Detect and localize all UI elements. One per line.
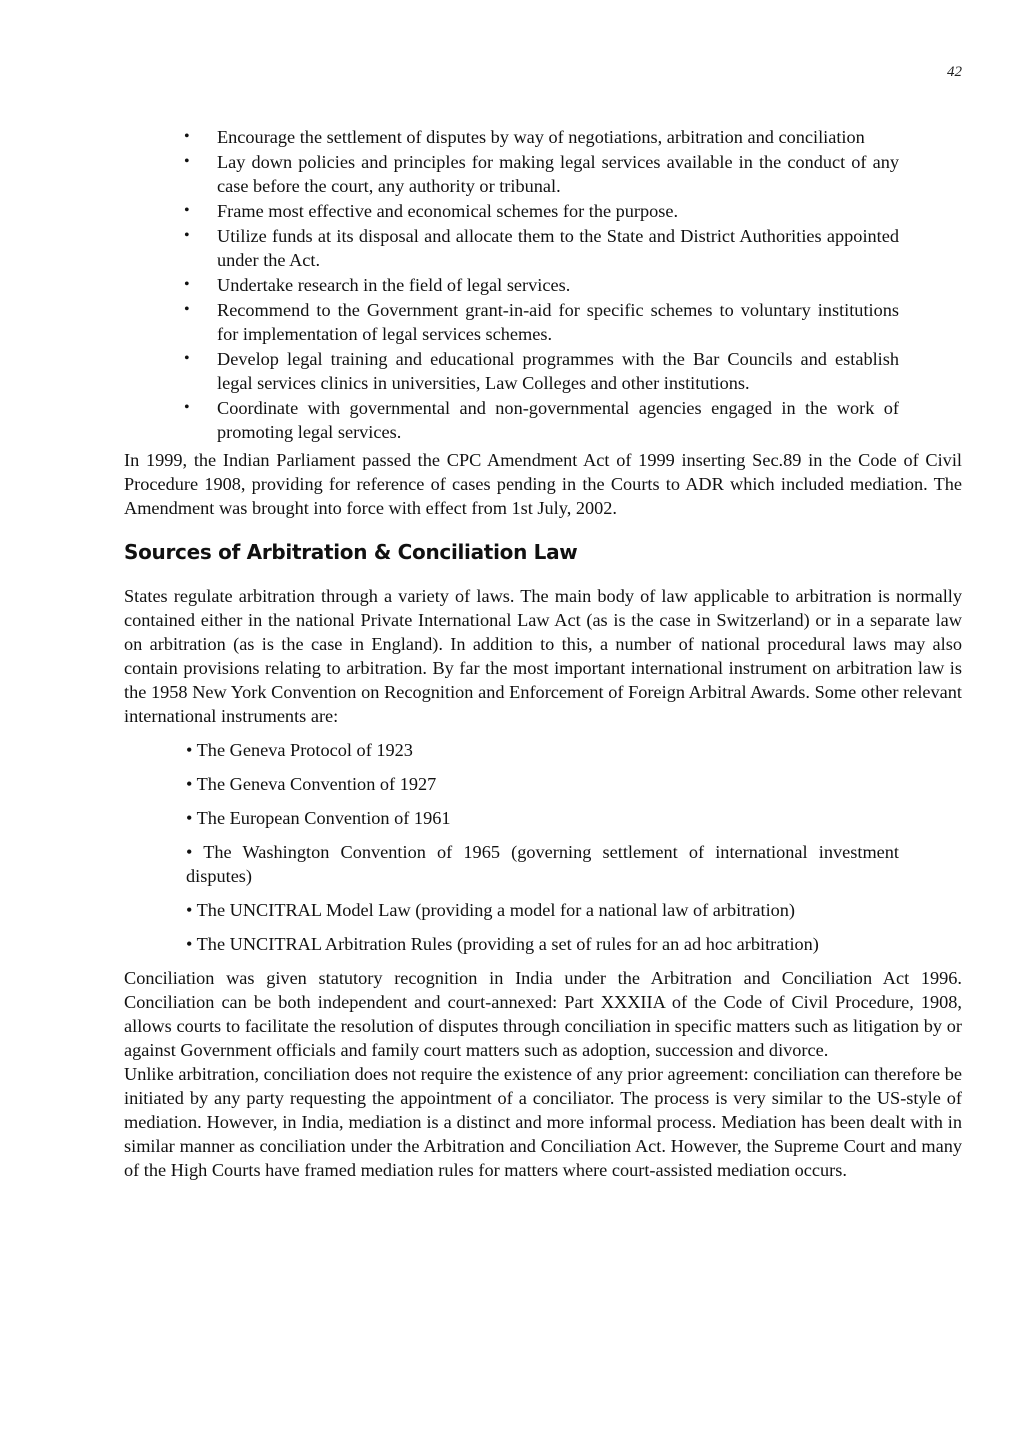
paragraph-sources: States regulate arbitration through a variety of laws. The main body of law applicable to arbitration is normally contained either in the national Private International Law Act (as is the case in Switzerland) or in a separate law on arbitration (as is the case in England). In addition to this, a number of national procedural laws may also contain provisions relating to arbitration. By far the most important international instrument on arbitration law is the 1958 New York Convention on Recognition and Enforcement of Foreign Arbitral Awards. Some other relevant international instruments are:: [124, 586, 962, 726]
duties-list: [124, 125, 899, 444]
list-item-text: Recommend to the Government grant-in-aid for specific schemes to voluntary institutions for implementation of legal services schemes.: [217, 300, 899, 344]
bullet-icon: •: [184, 399, 190, 416]
page-content: [124, 125, 962, 1182]
bullet-icon: •: [184, 301, 190, 318]
paragraph-mediation: Unlike arbitration, conciliation does not require the existence of any prior agreement: conciliation can therefore be initiated by any party requesting the appointment of a conciliator. The process is very similar to the US-style of mediation. However, in India, mediation is a distinct and more informal process. Mediation has been dealt with in similar manner as conciliation under the Arbitration and Conciliation Act. However, the Supreme Court and many of the High Courts have framed mediation rules for matters where court-assisted mediation occurs.: [124, 1064, 962, 1180]
list-item: [124, 125, 899, 149]
list-item: [124, 347, 899, 395]
list-item-text: Utilize funds at its disposal and allocate them to the State and District Authorities appointed under the Act.: [217, 226, 899, 270]
bullet-icon: •: [184, 227, 190, 244]
bullet-icon: •: [184, 350, 190, 367]
list-item-text: Coordinate with governmental and non-governmental agencies engaged in the work of promoting legal services.: [217, 398, 899, 442]
paragraph-conciliation: Conciliation was given statutory recognition in India under the Arbitration and Conciliation Act 1996. Conciliation can be both independent and court-annexed: Part XXXIIA of the Code of Civil Procedure, 1908, allows courts to facilitate the resolution of disputes through conciliation in specific matters such as litigation by or against Government officials and family court matters such as adoption, succession and divorce.: [124, 968, 962, 1060]
list-item: • The Geneva Convention of 1927: [186, 774, 437, 794]
list-item: • The Geneva Protocol of 1923: [186, 740, 413, 760]
bullet-icon: •: [184, 128, 190, 145]
list-item-text: Encourage the settlement of disputes by way of negotiations, arbitration and conciliation: [217, 127, 865, 147]
list-item-text: Lay down policies and principles for making legal services available in the conduct of any case before the court, any authority or tribunal.: [217, 152, 899, 196]
list-item: [124, 150, 899, 198]
section-heading: Sources of Arbitration & Conciliation Law: [124, 540, 578, 564]
list-item: • The UNCITRAL Arbitration Rules (providing a set of rules for an ad hoc arbitration): [186, 934, 819, 954]
list-item: • The Washington Convention of 1965 (governing settlement of international investment disputes): [186, 842, 899, 886]
list-item: [124, 396, 899, 444]
list-item-text: Undertake research in the field of legal services.: [217, 275, 571, 295]
list-item: [124, 298, 899, 346]
list-item: • The UNCITRAL Model Law (providing a model for a national law of arbitration): [186, 900, 796, 920]
list-item-text: Frame most effective and economical schemes for the purpose.: [217, 201, 679, 221]
list-item: [124, 273, 899, 297]
list-item: [124, 199, 899, 223]
list-item-text: Develop legal training and educational programmes with the Bar Councils and establish legal services clinics in universities, Law Colleges and other institutions.: [217, 349, 899, 393]
bullet-icon: •: [184, 202, 190, 219]
page-number: 42: [947, 64, 962, 80]
list-item: [124, 224, 899, 272]
bullet-icon: •: [184, 153, 190, 170]
bullet-icon: •: [184, 276, 190, 293]
paragraph-cpc-amendment: In 1999, the Indian Parliament passed the CPC Amendment Act of 1999 inserting Sec.89 in the Code of Civil Procedure 1908, providing for reference of cases pending in the Courts to ADR which included mediation. The Amendment was brought into force with effect from 1st July, 2002.: [124, 450, 962, 518]
list-item: • The European Convention of 1961: [186, 808, 451, 828]
instruments-list: [124, 738, 899, 956]
